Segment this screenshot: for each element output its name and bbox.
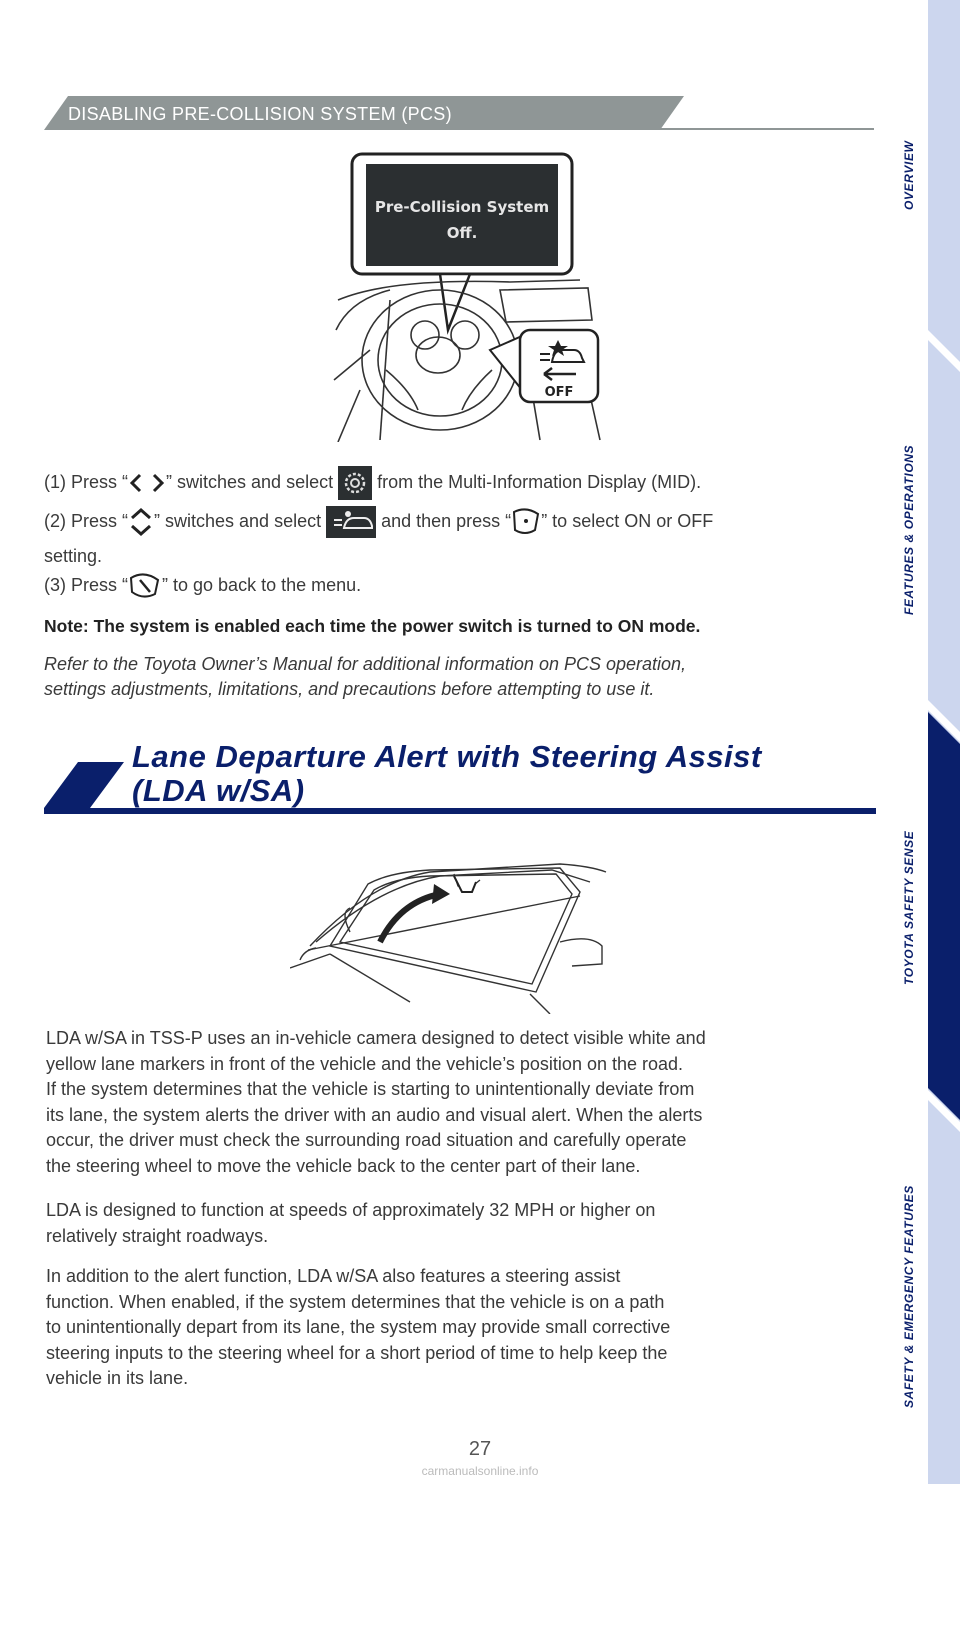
lda-heading xyxy=(132,740,762,808)
lda-heading-rule xyxy=(44,808,876,814)
windshield-camera-illustration xyxy=(290,842,610,1014)
side-nav-label-tss: TOYOTA SAFETY SENSE xyxy=(902,830,916,985)
step-1-suffix: from the Multi-Information Display (MID). xyxy=(372,471,702,492)
step-1 xyxy=(44,466,701,500)
side-nav-label-overview: OVERVIEW xyxy=(902,140,916,210)
pcs-dashboard-illustration xyxy=(330,150,610,442)
side-nav-item-features[interactable] xyxy=(900,444,922,815)
off-button-label: OFF xyxy=(544,385,574,400)
step-2 xyxy=(44,506,884,570)
refer-line-2: settings adjustments, limitations, and precautions before attempting to use it. xyxy=(44,679,655,699)
lda-p1-line: the steering wheel to move the vehicle back to the center part of their lane. xyxy=(46,1155,641,1176)
step-1-prefix: (1) Press “ xyxy=(44,471,129,492)
refer-line-1: Refer to the Toyota Owner’s Manual for additional information on PCS operation, xyxy=(44,654,687,674)
lda-p2-line: LDA is designed to function at speeds of approximately 32 MPH or higher on xyxy=(46,1200,656,1220)
refer-note xyxy=(44,652,686,702)
lda-p3-line: function. When enabled, if the system determines that the vehicle is on a path xyxy=(46,1291,665,1312)
lda-heading-line-2: (LDA w/SA) xyxy=(132,773,305,808)
side-nav-label-safety: SAFETY & EMERGENCY FEATURES xyxy=(902,1185,916,1408)
step-2-mid: ” switches and select xyxy=(154,510,327,531)
mid-screen-line2: Off. xyxy=(446,224,478,242)
side-nav-item-overview[interactable] xyxy=(900,140,922,320)
lda-paragraph-1 xyxy=(46,1026,706,1179)
side-nav-item-tss[interactable] xyxy=(900,830,922,1165)
up-down-arrows-icon xyxy=(128,507,154,537)
lda-p1-line: yellow lane markers in front of the vehicle and the vehicle’s position on the road. xyxy=(46,1053,684,1074)
lda-paragraph-3 xyxy=(46,1264,670,1392)
note: Note: The system is enabled each time the power switch is turned to ON mode. xyxy=(44,616,701,636)
back-button-icon xyxy=(128,572,162,600)
lda-heading-accent xyxy=(44,762,124,812)
lda-paragraph-2 xyxy=(46,1198,655,1249)
step-3 xyxy=(44,572,361,600)
lda-heading-line-1: Lane Departure Alert with Steering Assist xyxy=(132,739,762,774)
lda-p1-line: its lane, the system alerts the driver with an audio and visual alert. When the alerts xyxy=(46,1104,703,1125)
step-3-suffix: ” to go back to the menu. xyxy=(162,575,362,595)
left-right-arrows-icon xyxy=(128,471,166,495)
lda-p1-line: LDA w/SA in TSS-P uses an in-vehicle camera designed to detect visible white and xyxy=(46,1028,706,1048)
mid-screen-line1: Pre-Collision System xyxy=(374,198,550,216)
step-2-mid2: and then press “ xyxy=(376,510,512,531)
step-2-suffix: ” to select ON or OFF xyxy=(541,510,714,531)
pcs-icon xyxy=(326,506,376,538)
lda-p2-line: relatively straight roadways. xyxy=(46,1225,269,1246)
footer-watermark: carmanualsonline.info xyxy=(421,1464,539,1478)
lda-p3-line: vehicle in its lane. xyxy=(46,1368,189,1388)
enter-button-icon xyxy=(511,508,541,536)
side-nav-label-features: FEATURES & OPERATIONS xyxy=(902,444,916,615)
lda-p3-line: In addition to the alert function, LDA w/SA also features a steering assist xyxy=(46,1266,621,1286)
step-1-mid: ” switches and select xyxy=(166,471,339,492)
lda-p3-line: steering inputs to the steering wheel for a short period of time to help keep the xyxy=(46,1342,668,1363)
step-2-prefix: (2) Press “ xyxy=(44,510,129,531)
lda-p1-line: occur, the driver must check the surrounding road situation and carefully operate xyxy=(46,1130,687,1150)
lda-p1-line: If the system determines that the vehicle is starting to unintentionally deviate from xyxy=(46,1079,695,1099)
page-number: 27 xyxy=(468,1438,492,1460)
step-3-prefix: (3) Press “ xyxy=(44,575,129,595)
section-title: DISABLING PRE-COLLISION SYSTEM (PCS) xyxy=(68,104,452,124)
lda-p3-line: to unintentionally depart from its lane, the system may provide small corrective xyxy=(46,1317,671,1337)
settings-gear-icon xyxy=(338,466,372,500)
step-2-continuation: setting. xyxy=(44,546,103,566)
section-header-rule xyxy=(660,128,874,130)
